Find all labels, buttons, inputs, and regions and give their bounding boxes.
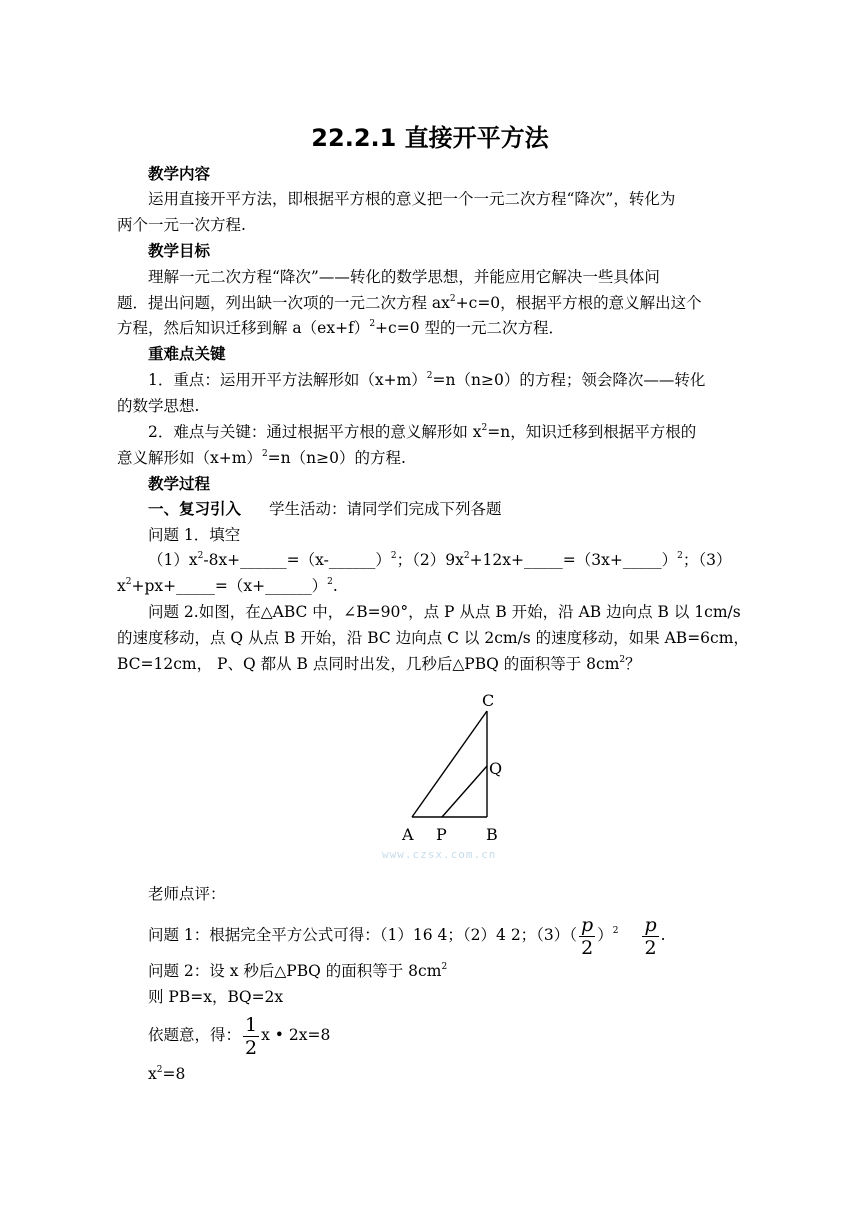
q1-text-e: ；（3）	[682, 551, 732, 569]
goal-line-3	[117, 318, 564, 338]
question-1-line-2	[117, 576, 338, 596]
fraction-denominator: 2	[245, 1036, 258, 1059]
answer-2-line-4-text-a: x	[148, 1065, 157, 1083]
key-point-1-line-2: 的数学思想.	[117, 397, 200, 415]
q1-text-a: （1）x	[148, 551, 198, 569]
fraction-denominator: 2	[581, 936, 594, 959]
q2-line-3-text-a: BC=12cm， P、Q 都从 B 点同时出发，几秒后△PBQ 的面积等于 8cm	[117, 655, 620, 673]
question-2-line-2: 的速度移动，点 Q 从点 B 开始，沿 BC 边向点 C 以 2cm/s 的速度移动，如果 AB=6cm，	[117, 629, 749, 647]
teacher-comment: 老师点评：	[148, 885, 226, 903]
goal-line-1: 理解一元二次方程“降次”——转化的数学思想，并能应用它解决一些具体问	[148, 268, 660, 286]
process-heading: 教学过程	[148, 475, 211, 493]
answer-2-line-4	[148, 1064, 185, 1084]
goal-line-3-text-a: 方程，然后知识迁移到解 a（ex+f）	[117, 319, 370, 337]
key-1-text-a: 1．重点：运用开平方法解形如（x+m）	[148, 371, 427, 389]
fraction-numerator: 1	[245, 1013, 258, 1036]
key-heading: 重难点关键	[148, 345, 226, 363]
watermark: www.czsx.com.cn	[382, 848, 497, 861]
goal-line-2-text-b: +c=0，根据平方根的意义解出这个	[455, 294, 702, 312]
fraction-denominator: 2	[644, 936, 657, 959]
superscript: 2	[449, 294, 456, 304]
q1-text-c: ；（2）9x	[396, 551, 464, 569]
key-2-line-2-text-a: 意义解形如（x+m）	[117, 449, 262, 467]
superscript: 2	[125, 577, 132, 587]
superscript: 2	[441, 962, 448, 972]
goal-line-2-text-a: 题．提出问题，列出缺一次项的一元二次方程 ax	[117, 294, 450, 312]
segment-PQ	[442, 766, 487, 817]
answer-1-text-a: 问题 1：根据完全平方公式可得：（1）16 4；（2）4 2；（3）（	[148, 926, 578, 944]
superscript: 2	[369, 319, 376, 329]
question-2-line-3	[117, 654, 641, 674]
fraction-numerator: p	[581, 913, 594, 936]
key-2-text-b: =n，知识迁移到根据平方根的	[487, 423, 697, 441]
fraction-one-half	[243, 1014, 259, 1059]
goal-line-2	[117, 293, 702, 313]
content-paragraph-line-2: 两个一元一次方程.	[117, 216, 246, 234]
content-heading: 教学内容	[148, 165, 211, 183]
answer-2-line-3-text-a: 依题意，得：	[148, 1026, 242, 1044]
label-Q: Q	[489, 759, 503, 778]
label-P: P	[436, 825, 447, 844]
answer-2-line-3	[148, 1012, 330, 1059]
page-title: 22.2.1 直接开平方法	[311, 124, 549, 152]
q1-text-d: +12x+_____=（3x+_____）	[469, 551, 678, 569]
goal-line-3-text-b: +c=0 型的一元二次方程．	[375, 319, 564, 337]
answer-2-line-3-text-b: x • 2x=8	[261, 1026, 331, 1044]
content-paragraph-line-1: 运用直接开平方法，即根据平方根的意义把一个一元二次方程“降次”，转化为	[148, 190, 676, 208]
q1-line-2-text-b: +px+_____=（x+______）	[131, 577, 328, 595]
superscript: 2	[463, 551, 470, 561]
review-heading: 一、复习引入	[148, 500, 242, 518]
superscript: 2	[677, 551, 683, 561]
fraction-p-over-2	[579, 914, 595, 959]
answer-1-text-c: .	[660, 926, 666, 944]
key-point-2-line-2	[117, 448, 406, 468]
review-line	[148, 499, 502, 519]
superscript: 2	[327, 577, 333, 587]
review-activity: 学生活动：请同学们完成下列各题	[269, 500, 502, 518]
key-point-1-line-1	[148, 370, 705, 390]
superscript: 2	[156, 1065, 163, 1075]
fraction-p-over-2	[642, 914, 658, 959]
superscript: 2	[619, 655, 626, 665]
key-2-line-2-text-b: =n（n≥0）的方程.	[267, 449, 406, 467]
key-1-text-b: =n（n≥0）的方程；领会降次——转化	[432, 371, 706, 389]
answer-1-text-b: ）	[597, 926, 613, 944]
answer-2-line-1	[148, 961, 447, 981]
label-B: B	[486, 825, 498, 844]
superscript: 2	[426, 371, 433, 381]
q1-text-b: -8x+______=（x-______）	[203, 551, 391, 569]
answer-1	[148, 912, 666, 959]
label-C: C	[482, 691, 495, 710]
label-A: A	[402, 825, 414, 844]
goal-heading: 教学目标	[148, 242, 211, 260]
superscript: 2	[261, 449, 268, 459]
key-2-text-a: 2．难点与关键：通过根据平方根的意义解形如 x	[148, 423, 482, 441]
answer-2-text: 问题 2：设 x 秒后△PBQ 的面积等于 8cm	[148, 962, 442, 980]
superscript: 2	[390, 551, 397, 561]
key-point-2-line-1	[148, 422, 696, 442]
fraction-numerator: p	[644, 913, 657, 936]
question-2-line-1: 问题 2.如图，在△ABC 中，∠B=90°，点 P 从点 B 开始，沿 AB 边向点 B 以 1cm/s	[148, 603, 741, 621]
segment-AC	[412, 711, 487, 817]
q1-line-2-text-a: x	[117, 577, 126, 595]
superscript: 2	[197, 551, 204, 561]
question-1-label: 问题 1．填空	[148, 526, 241, 544]
q2-line-3-text-b: ？	[625, 655, 641, 673]
answer-2-line-4-text-b: =8	[162, 1065, 186, 1083]
superscript: 2	[481, 423, 488, 433]
superscript: 2	[612, 926, 619, 936]
q1-line-2-text-c: .	[332, 577, 338, 595]
question-1-line-1	[148, 550, 731, 570]
triangle-figure	[395, 690, 525, 860]
answer-2-line-2: 则 PB=x，BQ=2x	[148, 988, 284, 1006]
